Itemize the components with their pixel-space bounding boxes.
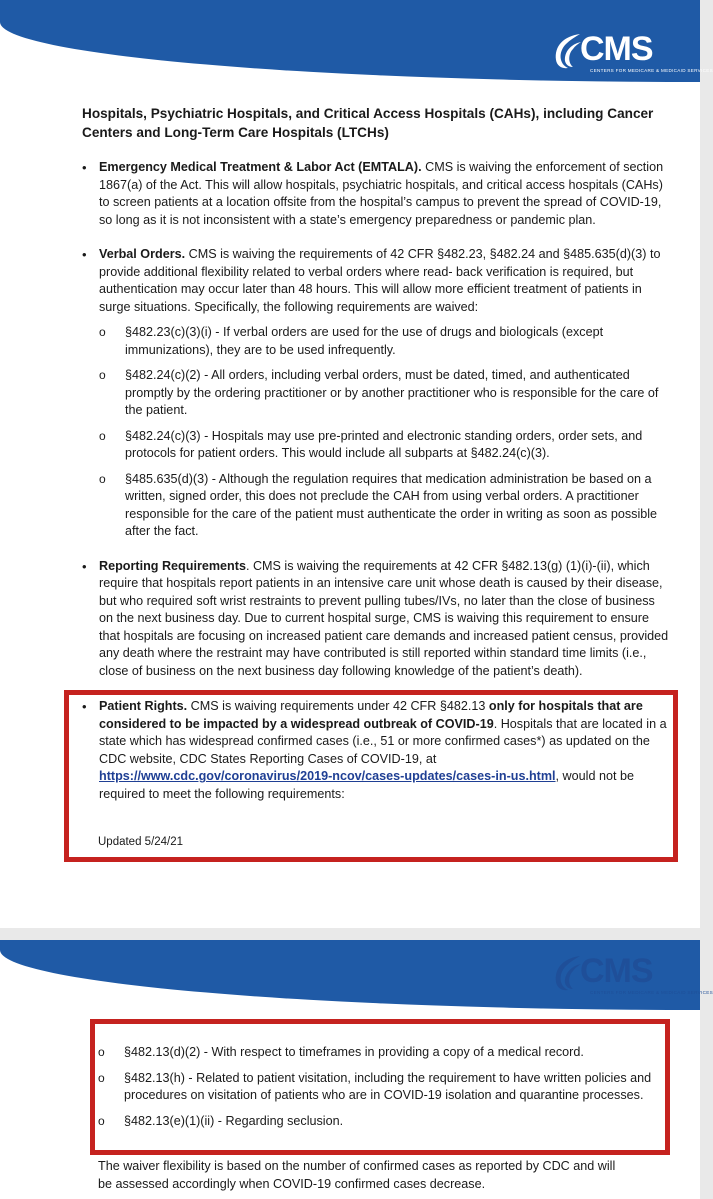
list-item: [99, 324, 672, 359]
list-marker: o: [98, 1070, 105, 1085]
highlight-box-requirements: [90, 1019, 670, 1155]
cms-logo-subtitle: CENTERS FOR MEDICARE & MEDICAID SERVICES: [590, 990, 713, 995]
patient-rights-text-1: CMS is waiving requirements under 42 CFR §482.13: [187, 699, 489, 713]
reporting-title: Reporting Requirements: [99, 558, 246, 573]
list-item-text: §482.24(c)(2) - All orders, including verbal orders, must be dated, timed, and authenticated promptly by the ordering practitioner or by another practitioner who is responsible for the care of the patient.: [125, 368, 659, 417]
waiver-footnote: [98, 1158, 678, 1193]
list-marker: o: [99, 325, 106, 339]
updated-date: Updated 5/24/21: [98, 836, 184, 848]
cdc-cases-link[interactable]: https://www.cdc.gov/coronavirus/2019-ncov/cases-updates/cases-in-us.html: [99, 769, 556, 783]
list-item: [99, 428, 672, 463]
list-item-text: §485.635(d)(3) - Although the regulation requires that medication administration be based on a written, signed order, this does not preclude the CAH from using verbal orders. A practitioner responsible for the care of the patient must authenticate the order in writing as soon as possible after the fact.: [125, 471, 658, 538]
list-marker: o: [99, 428, 106, 443]
verbal-orders-title: Verbal Orders.: [99, 247, 186, 261]
list-marker: o: [98, 1045, 105, 1059]
reporting-requirements-item: [82, 558, 672, 681]
list-item-text: §482.13(h) - Related to patient visitation, including the requirement to have written policies and procedures on visitation of patients who are in COVID-19 isolation and quarantine processes.: [124, 1070, 652, 1102]
section-heading: Hospitals, Psychiatric Hospitals, and Critical Access Hospitals (CAHs), including Cancer Centers and Long-Term Care Hospitals (LTCHs): [82, 106, 654, 140]
patient-rights-text-3: , would not be required to meet the following requirements:: [99, 769, 634, 801]
patient-rights-title: Patient Rights.: [99, 699, 188, 713]
footnote-line-2: be assessed accordingly when COVID-19 confirmed cases decrease.: [98, 1176, 486, 1191]
list-item-text: §482.13(e)(1)(ii) - Regarding seclusion.: [124, 1113, 344, 1128]
list-item: [99, 471, 672, 541]
list-marker: o: [99, 368, 106, 382]
cms-logo: [550, 950, 713, 1000]
cms-logo-subtitle: CENTERS FOR MEDICARE & MEDICAID SERVICES: [590, 68, 713, 73]
reporting-text: . CMS is waiving the requirements at 42 CFR §482.13(g) (1)(i)-(ii), which require that hospitals report patients in an intensive care unit whose death is caused by their disease, but who required soft wrist restraints to prevent pulling tubes/IVs, no later than the close of business on the next business day. Due to current hospital surge, CMS is waiving this requirement to ensure that hospitals are focusing on increased patient care demands and increased patient census, provided any death where the restraint may have contributed is still reported within standard time limits (i.e., close of business on the next business day following knowledge of the patient’s death).: [99, 558, 669, 678]
highlight-box-patient-rights: [64, 690, 678, 862]
list-item-text: §482.24(c)(3) - Hospitals may use pre-printed and electronic standing orders, order sets, and protocols for patient orders. This would include all subparts at §482.24(c)(3).: [125, 428, 643, 460]
patient-rights-text-2: . Hospitals that are located in a state which has widespread confirmed cases (i.e., 51 or more confirmed cases*) as updated on the CDC website, CDC States Reporting Cases of COVID-19, at: [99, 716, 667, 766]
patient-rights-bold-text: only for hospitals that are considered to be impacted by a widespread outbreak of COVID-19: [99, 699, 643, 731]
emtala-item: [82, 159, 672, 229]
emtala-text: CMS is waiving the enforcement of section 1867(a) of the Act. This will allow hospitals, psychiatric hospitals, and critical access hospitals (CAHs) to screen patients at a location offsite from the hospital’s campus to prevent the spread of COVID-19, so long as it is not inconsistent with a state’s emergency preparedness or pandemic plan.: [99, 160, 664, 227]
list-marker: o: [99, 471, 106, 486]
cms-logo-word: CMS: [580, 30, 653, 68]
list-marker: o: [98, 1113, 105, 1128]
list-item-text: §482.23(c)(3)(i) - If verbal orders are used for the use of drugs and biologicals (except immunizations), they are to be used infrequently.: [125, 325, 604, 357]
verbal-orders-text: CMS is waiving the requirements of 42 CFR §482.23, §482.24 and §485.635(d)(3) to provide additional flexibility related to verbal orders where read- back verification is required, but authentication may occur later than 48 hours. This will allow more efficient treatment of patients in surge situations. Specifically, the following requirements are waived:: [99, 247, 661, 314]
cms-swoosh-icon: [550, 952, 584, 992]
emtala-title: Emergency Medical Treatment & Labor Act (EMTALA).: [99, 160, 422, 174]
verbal-orders-subitems: [99, 324, 672, 541]
cms-logo: [550, 28, 713, 78]
list-item: [99, 367, 672, 420]
list-item-text: §482.13(d)(2) - With respect to timeframes in providing a copy of a medical record.: [124, 1045, 584, 1059]
cms-swoosh-icon: [550, 30, 584, 70]
footnote-line-1: The waiver flexibility is based on the number of confirmed cases as reported by CDC and will: [98, 1159, 616, 1173]
cms-logo-word: CMS: [580, 952, 653, 990]
verbal-orders-item: [82, 246, 672, 541]
